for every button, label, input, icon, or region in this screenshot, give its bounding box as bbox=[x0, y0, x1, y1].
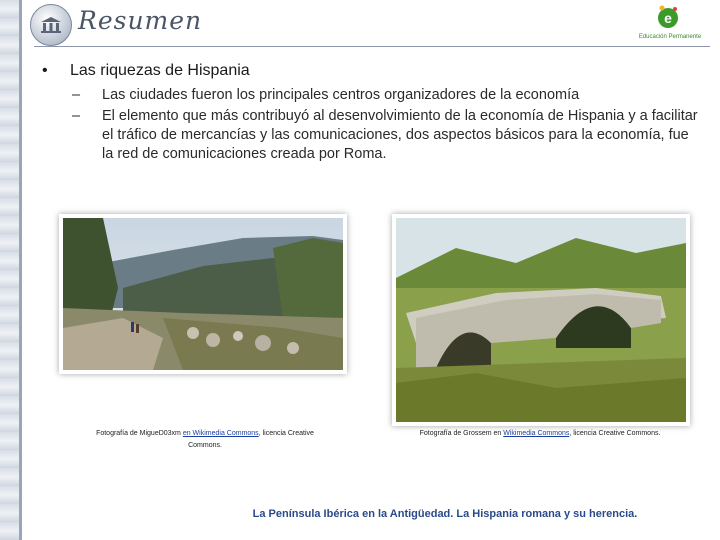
wikimedia-link[interactable]: en Wikimedia Commons bbox=[182, 430, 259, 437]
photo-caption bbox=[90, 428, 320, 452]
slide-content bbox=[36, 62, 706, 164]
roman-road-photo bbox=[63, 218, 343, 370]
left-decorative-border bbox=[0, 0, 22, 540]
slide-title: Resumen bbox=[78, 6, 203, 35]
roman-bridge-photo bbox=[396, 218, 686, 422]
caption-text: , licencia Creative Commons. bbox=[569, 430, 661, 437]
wikimedia-link[interactable]: Wikimedia Commons bbox=[503, 430, 570, 437]
bullet-label: Las riquezas de Hispania bbox=[70, 62, 250, 79]
roman-bridge-image bbox=[396, 218, 686, 422]
brand-logo bbox=[630, 4, 710, 44]
brand-mark-icon bbox=[656, 4, 680, 30]
sub-bullet-item bbox=[36, 107, 706, 164]
brand-text: Educación Permanente bbox=[638, 34, 702, 40]
caption-text: Fotografía de MigueD03xm bbox=[96, 430, 183, 437]
dash-symbol: – bbox=[72, 87, 81, 103]
photo-caption bbox=[410, 428, 670, 440]
svg-text:e: e bbox=[664, 10, 672, 26]
footer-text: La Península Ibérica en la Antigüedad. La Hispania romana y su herencia. bbox=[252, 508, 638, 520]
caption-text: , licencia Creative Commons. bbox=[188, 430, 314, 449]
sub-bullet-item bbox=[36, 86, 706, 105]
bullet-item bbox=[36, 62, 706, 84]
dash-symbol: – bbox=[72, 108, 81, 124]
home-icon[interactable] bbox=[30, 4, 72, 46]
caption-text: Fotografía de Grossem en bbox=[419, 430, 504, 437]
building-icon bbox=[41, 17, 61, 33]
sub-bullet-text: Las ciudades fueron los principales centros organizadores de la economía bbox=[102, 87, 580, 103]
footer bbox=[0, 508, 720, 520]
sub-bullet-text: El elemento que más contribuyó al desenvolvimiento de la economía de Hispania y a facilitar el tráfico de mercancías y las comunicaciones, dos aspectos básicos para la economía, fue la red de comunicaciones creada por Roma. bbox=[102, 108, 698, 162]
roman-road-image bbox=[63, 218, 343, 370]
header-divider bbox=[34, 46, 710, 47]
bullet-symbol: • bbox=[42, 62, 48, 79]
